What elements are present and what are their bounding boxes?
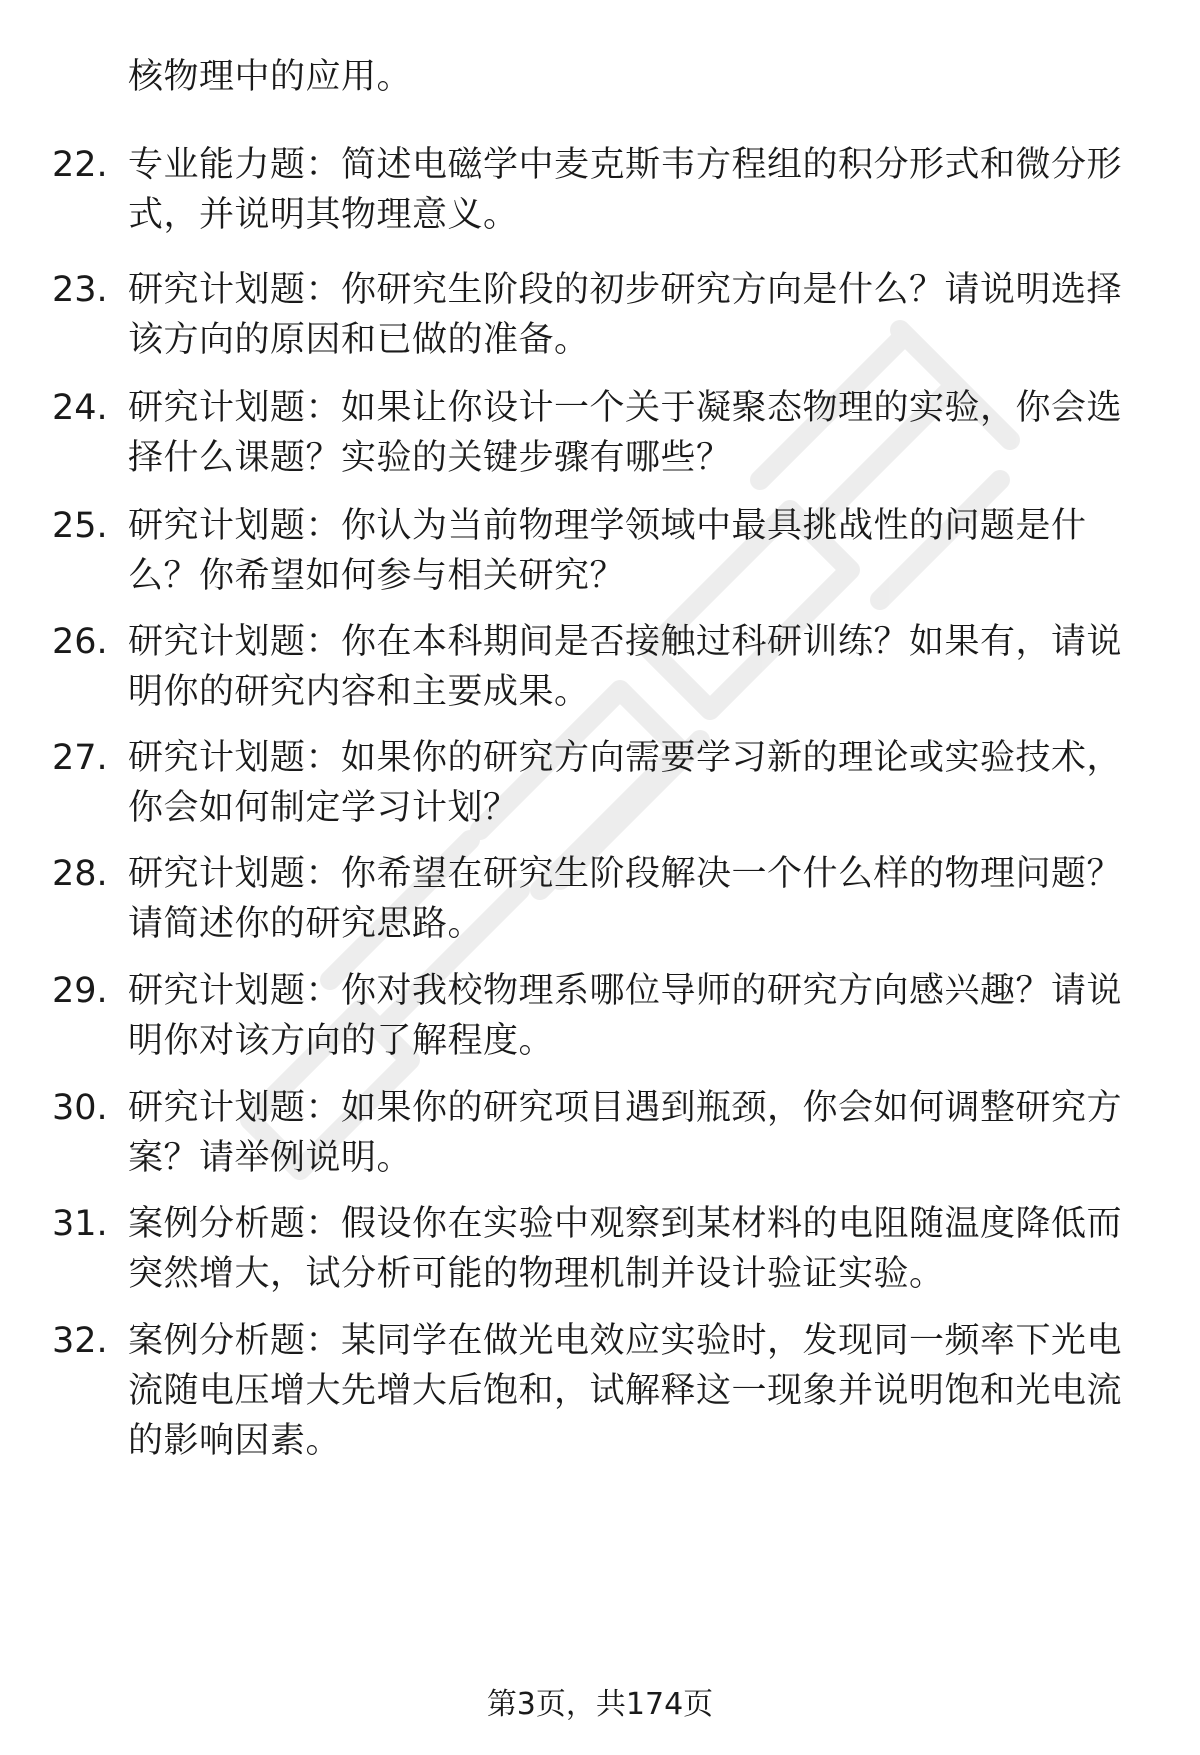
question-text-line: 突然增大，试分析可能的物理机制并设计验证实验。 <box>128 1254 945 1294</box>
question-text-line: 请简述你的研究思路。 <box>128 904 484 944</box>
question-text-line: 案？请举例说明。 <box>128 1138 413 1178</box>
question-text-line: 该方向的原因和已做的准备。 <box>128 320 590 360</box>
question-text-line: 案例分析题：假设你在实验中观察到某材料的电阻随温度降低而 <box>128 1204 1123 1244</box>
question-text-line: 研究计划题：你在本科期间是否接触过科研训练？如果有，请说 <box>128 622 1123 662</box>
question-text-line: 研究计划题：如果你的研究方向需要学习新的理论或实验技术， <box>128 738 1123 778</box>
continuation-line: 核物理中的应用。 <box>128 57 413 97</box>
question-text-line: 案例分析题：某同学在做光电效应实验时，发现同一频率下光电 <box>128 1321 1123 1361</box>
question-number: 24. <box>52 388 108 428</box>
question-number: 22. <box>52 145 108 185</box>
question-number: 28. <box>52 854 108 894</box>
question-text-line: 研究计划题：你认为当前物理学领域中最具挑战性的问题是什 <box>128 506 1087 546</box>
question-number: 31. <box>52 1204 108 1244</box>
question-number: 30. <box>52 1088 108 1128</box>
question-text-line: 择什么课题？实验的关键步骤有哪些？ <box>128 438 732 478</box>
question-text-line: 研究计划题：你希望在研究生阶段解决一个什么样的物理问题？ <box>128 854 1123 894</box>
question-number: 23. <box>52 270 108 310</box>
question-text-line: 明你对该方向的了解程度。 <box>128 1021 555 1061</box>
question-text-line: 么？你希望如何参与相关研究？ <box>128 556 626 596</box>
page-number-footer: 第3页，共174页 <box>486 1687 714 1722</box>
question-number: 26. <box>52 622 108 662</box>
question-number: 32. <box>52 1321 108 1361</box>
question-text-line: 研究计划题：如果你的研究项目遇到瓶颈，你会如何调整研究方 <box>128 1088 1123 1128</box>
question-text-line: 专业能力题：简述电磁学中麦克斯韦方程组的积分形式和微分形 <box>128 145 1123 185</box>
question-text-line: 研究计划题：你对我校物理系哪位导师的研究方向感兴趣？请说 <box>128 971 1123 1011</box>
question-text-line: 的影响因素。 <box>128 1421 342 1461</box>
question-text-line: 流随电压增大先增大后饱和，试解释这一现象并说明饱和光电流 <box>128 1371 1123 1411</box>
question-number: 29. <box>52 971 108 1011</box>
question-text-line: 研究计划题：你研究生阶段的初步研究方向是什么？请说明选择 <box>128 270 1123 310</box>
question-text-line: 研究计划题：如果让你设计一个关于凝聚态物理的实验，你会选 <box>128 388 1123 428</box>
question-text-line: 式，并说明其物理意义。 <box>128 195 519 235</box>
question-text-line: 明你的研究内容和主要成果。 <box>128 672 590 712</box>
question-number: 27. <box>52 738 108 778</box>
question-text-line: 你会如何制定学习计划？ <box>128 788 519 828</box>
question-number: 25. <box>52 506 108 546</box>
